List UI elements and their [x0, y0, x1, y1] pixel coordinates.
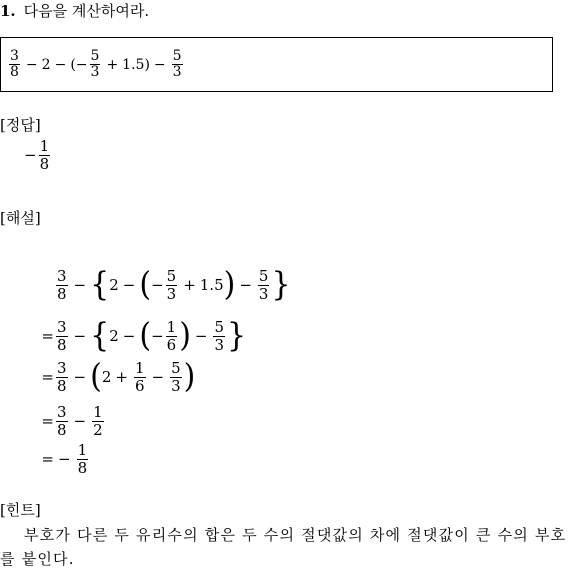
explanation-label: [해설]: [0, 209, 41, 227]
question-number: 1.: [0, 2, 16, 20]
solution-step-1: $\frac{3}{8}$ − { 2 − ( − $\frac{5}{3}$ + 1.5 ) − $\frac{5}{3}$ }: [57, 265, 291, 304]
fraction: $\frac{1}{8}$: [39, 137, 50, 173]
problem-expression: $\frac{3}{8}$ − 2 − ( − $\frac{5}{3}$ + 1.5 ) − $\frac{5}{3}$: [10, 47, 182, 80]
answer-value: − $\frac{1}{8}$: [24, 137, 50, 173]
problem-box: [0, 37, 553, 92]
solution-step-2: = $\frac{3}{8}$ − { 2 − ( − $\frac{1}{6}$ ) − $\frac{5}{3}$ }: [41, 316, 247, 355]
fraction: $\frac{5}{3}$: [172, 47, 182, 80]
solution-step-5: = − $\frac{1}{8}$: [41, 441, 88, 477]
answer-label: [정답]: [0, 116, 41, 134]
hint-text: 부호가 다른 두 유리수의 합은 두 수의 절댓값의 차에 절댓값이 큰 수의 부호를 붙인다.: [0, 526, 567, 568]
fraction: $\frac{3}{8}$: [10, 47, 19, 80]
solution-step-3: = $\frac{3}{8}$ − ( 2 + $\frac{1}{6}$ − $\frac{5}{3}$ ): [41, 357, 196, 396]
question-text: 다음을 계산하여라.: [23, 2, 150, 20]
question-line: [0, 0, 149, 21]
solution-step-4: = $\frac{3}{8}$ − $\frac{1}{2}$: [41, 403, 103, 439]
fraction: $\frac{5}{3}$: [90, 47, 100, 80]
hint-label: [힌트]: [0, 501, 41, 519]
